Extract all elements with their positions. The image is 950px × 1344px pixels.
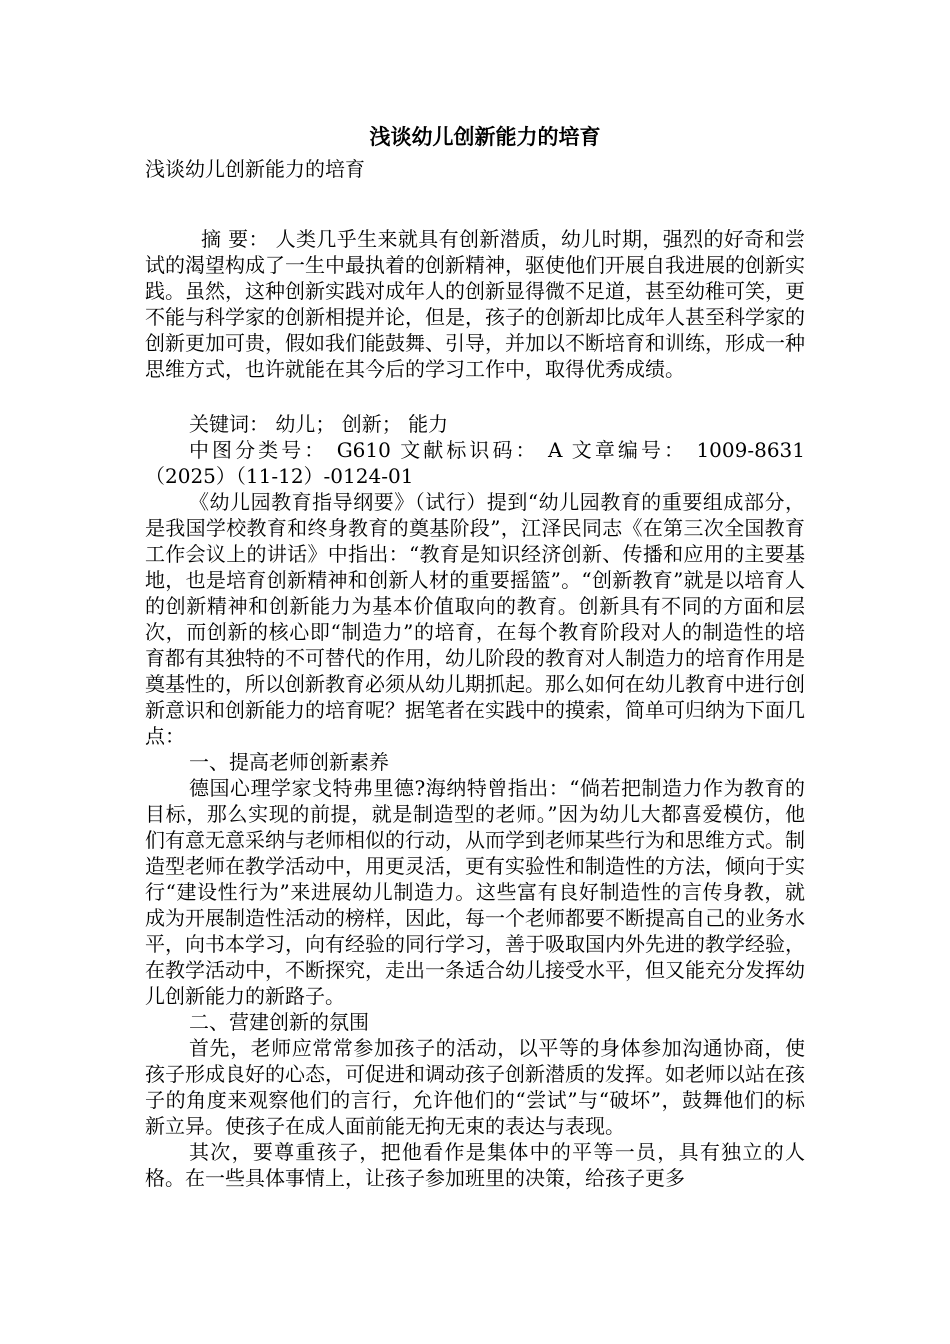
- document-subtitle: 浅谈幼儿创新能力的培育: [145, 157, 365, 181]
- body-paragraph: 其次，要尊重孩子，把他看作是集体中的平等一员，具有独立的人格。在一些具体事情上，让孩子参加班里的决策，给孩子更多: [145, 1140, 805, 1190]
- document-title: 浅谈幼儿创新能力的培育: [369, 125, 601, 149]
- section-heading: 二、营建创新的氛围: [189, 1010, 369, 1034]
- keywords-line: 关键词： 幼儿； 创新； 能力: [189, 412, 449, 436]
- section-heading: 一、提高老师创新素养: [189, 750, 389, 774]
- body-paragraph: 德国心理学家戈特弗里德?海纳特曾指出：“倘若把制造力作为教育的目标，那么实现的前提，就是制造型的老师。”因为幼儿大都喜爱模仿，他们有意无意采纳与老师相似的行动，从而学到老师某些行为和思维方式。制造型老师在教学活动中，用更灵活，更有实验性和制造性的方法，倾向于实行“建设性行为”来进展幼儿制造力。这些富有良好制造性的言传身教，就成为开展制造性活动的榜样，因此，每一个老师都要不断提高自己的业务水平，向书本学习，向有经验的同行学习，善于吸取国内外先进的教学经验，在教学活动中，不断探究，走出一条适合幼儿接受水平，但又能充分发挥幼儿创新能力的新路子。: [145, 776, 805, 1008]
- body-paragraph: 《幼儿园教育指导纲要》（试行）提到“幼儿园教育的重要组成部分，是我国学校教育和终身教育的奠基阶段”，江泽民同志《在第三次全国教育工作会议上的讲话》中指出：“教育是知识经济创新、传播和应用的主要基地，也是培育创新精神和创新人材的重要摇篮”。“创新教育”就是以培育人的创新精神和创新能力为基本价值取向的教育。创新具有不同的方面和层次，而创新的核心即“制造力”的培育，在每个教育阶段对人的制造性的培育都有其独特的不可替代的作用，幼儿阶段的教育对人制造力的培育作用是奠基性的，所以创新教育必须从幼儿期抓起。那么如何在幼儿教育中进行创新意识和创新能力的培育呢？据笔者在实践中的摸索，简单可归纳为下面几点：: [145, 490, 805, 748]
- abstract-paragraph: 摘 要： 人类几乎生来就具有创新潜质，幼儿时期，强烈的好奇和尝试的渴望构成了一生中最执着的创新精神，驱使他们开展自我进展的创新实践。虽然，这种创新实践对成年人的创新显得微不足道，甚至幼稚可笑，更不能与科学家的创新相提并论，但是，孩子的创新却比成年人甚至科学家的创新更加可贵，假如我们能鼓舞、引导，并加以不断培育和训练，形成一种思维方式，也许就能在其今后的学习工作中，取得优秀成绩。: [145, 227, 805, 381]
- body-paragraph: 首先，老师应常常参加孩子的活动，以平等的身体参加沟通协商，使孩子形成良好的心态，可促进和调动孩子创新潜质的发挥。如老师以站在孩子的角度来观察他们的言行，允许他们的“尝试”与“破坏”，鼓舞他们的标新立异。使孩子在成人面前能无拘无束的表达与表现。: [145, 1036, 805, 1138]
- classification-line: 中图分类号： G610 文献标识码： A 文章编号： 1009-8631（2025）（11-12）-0124-01: [145, 438, 805, 488]
